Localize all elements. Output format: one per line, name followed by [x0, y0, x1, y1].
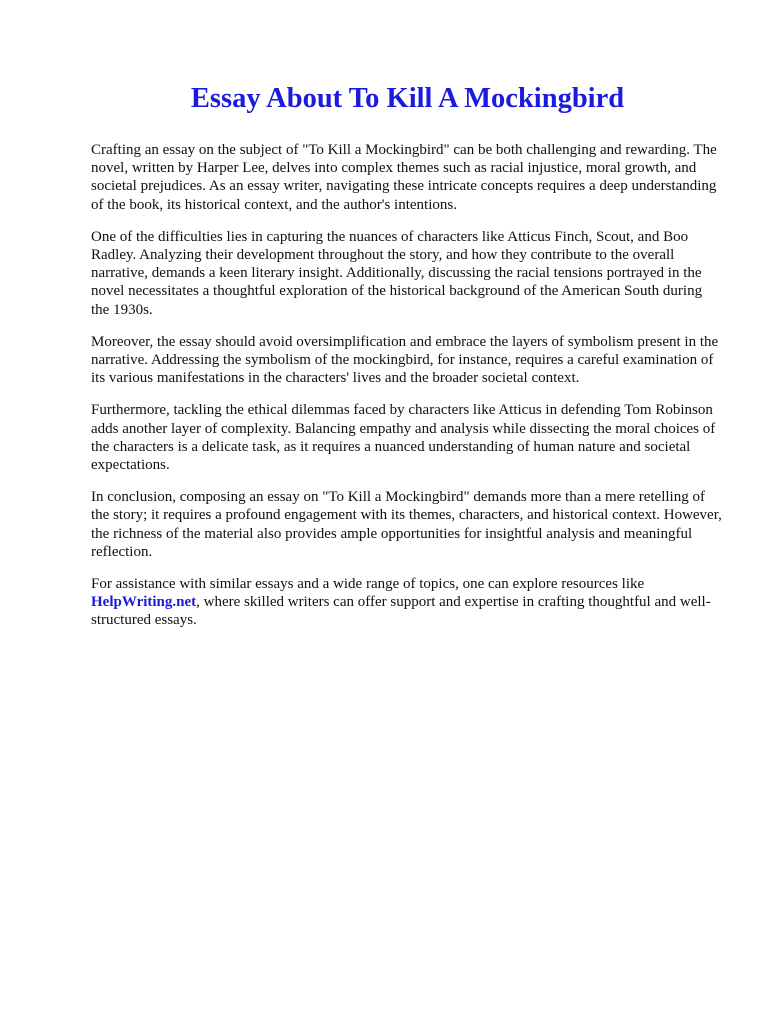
- closing-text-after: , where skilled writers can offer support and expertise in crafting thoughtful and well-structured essays.: [91, 594, 711, 629]
- paragraph-intro: Crafting an essay on the subject of "To Kill a Mockingbird" can be both challenging and rewarding. The novel, written by Harper Lee, delves into complex themes such as racial injustice, moral growth, and societal prejudices. As an essay writer, navigating these intricate concepts requires a deep understanding of the book, its historical context, and the author's intentions.: [91, 142, 717, 213]
- paragraph-closing: [91, 575, 724, 630]
- paragraph-ethics: Furthermore, tackling the ethical dilemmas faced by characters like Atticus in defending Tom Robinson adds another layer of complexity. Balancing empathy and analysis while dissecting the moral choices of the characters is a delicate task, as it requires a nuanced understanding of human nature and societal expectations.: [91, 402, 716, 474]
- paragraph-characters: One of the difficulties lies in capturing the nuances of characters like Atticus Finch, Scout, and Boo Radley. Analyzing their development throughout the story, and how they contribute to the overall narrative, demands a keen literary insight. Additionally, discussing the racial tensions portrayed in the novel necessitates a thoughtful exploration of the historical background of the American South during the 1930s.: [91, 228, 703, 318]
- closing-text-before: For assistance with similar essays and a wide range of topics, one can explore resources like: [91, 576, 645, 593]
- helpwriting-link[interactable]: HelpWriting.net: [91, 594, 197, 611]
- document-title: Essay About To Kill A Mockingbird: [190, 83, 625, 114]
- paragraph-symbolism: Moreover, the essay should avoid oversimplification and embrace the layers of symbolism present in the narrative. Addressing the symbolism of the mockingbird, for instance, requires a careful examination of its various manifestations in the characters' lives and the broader societal context.: [91, 333, 719, 387]
- paragraph-conclusion: In conclusion, composing an essay on "To Kill a Mockingbird" demands more than a mere retelling of the story; it requires a profound engagement with its themes, characters, and historical context. However, the richness of the material also provides ample opportunities for insightful analysis and meaningful reflection.: [91, 489, 722, 560]
